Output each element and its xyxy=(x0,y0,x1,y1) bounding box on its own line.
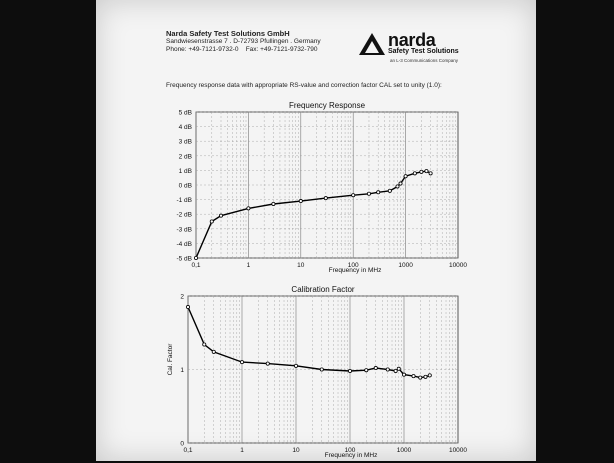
data-point xyxy=(294,364,297,367)
data-point xyxy=(240,361,243,364)
narda-logo xyxy=(358,30,478,66)
plot-frame xyxy=(196,112,458,258)
data-point xyxy=(399,182,402,185)
data-point xyxy=(429,172,432,175)
x-tick-label: 100 xyxy=(347,262,359,269)
logo-sub: an L-3 Communications Company xyxy=(390,58,459,63)
data-point xyxy=(367,192,370,195)
data-point xyxy=(348,369,351,372)
company-fax: Fax: +49-7121-9732-790 xyxy=(245,46,318,53)
data-point xyxy=(324,197,327,200)
intro-text: Frequency response data with appropriate RS-value and correction factor CAL set to unity (1.0): xyxy=(166,82,442,89)
data-point xyxy=(420,170,423,173)
company-address: Sandwiesenstrasse 7 . D-72793 Pfullingen . Germany xyxy=(166,38,321,45)
y-tick-label: 0 dB xyxy=(178,182,192,190)
data-point xyxy=(425,170,428,173)
y-tick-label: 0 xyxy=(180,440,184,448)
data-point xyxy=(212,350,215,353)
y-tick-label: 1 dB xyxy=(178,167,192,175)
data-point xyxy=(219,214,222,217)
company-contact xyxy=(166,46,321,54)
chart-title: Frequency Response xyxy=(288,101,366,110)
data-point xyxy=(299,199,302,202)
y-tick-label: -5 dB xyxy=(176,255,192,263)
data-point xyxy=(374,366,377,369)
y-tick-label: 3 dB xyxy=(178,138,192,146)
data-point xyxy=(396,185,399,188)
data-point xyxy=(365,369,368,372)
company-phone: Phone: +49-7121-9732-0 xyxy=(166,46,239,53)
x-axis-label: Frequency in MHz xyxy=(328,267,382,274)
data-point xyxy=(397,367,400,370)
data-point xyxy=(377,191,380,194)
data-point xyxy=(419,376,422,379)
series-line xyxy=(196,171,431,258)
company-header xyxy=(166,30,321,54)
data-point xyxy=(412,375,415,378)
x-tick-label: 1 xyxy=(240,447,244,454)
y-tick-label: 5 dB xyxy=(178,109,192,117)
y-tick-label: -3 dB xyxy=(176,226,192,234)
grid-lines xyxy=(196,112,458,258)
data-point xyxy=(186,305,189,308)
y-tick-label: 1 xyxy=(180,367,184,374)
y-tick-label: -4 dB xyxy=(176,240,192,248)
x-tick-label: 10000 xyxy=(448,447,468,454)
data-point xyxy=(320,368,323,371)
x-tick-label: 10000 xyxy=(448,262,468,269)
data-point xyxy=(272,202,275,205)
x-tick-label: 1 xyxy=(246,262,251,269)
y-tick-label: 2 dB xyxy=(178,153,192,161)
frequency-response-chart xyxy=(96,98,536,278)
data-point xyxy=(413,172,416,175)
chart-title: Calibration Factor xyxy=(291,285,355,294)
logo-tagline: Safety Test Solutions xyxy=(388,48,459,55)
x-axis-label: Frequency in MHz xyxy=(324,452,378,459)
y-tick-label: 4 dB xyxy=(178,124,192,132)
y-axis-label: Cal. Factor xyxy=(167,343,174,376)
data-point xyxy=(402,373,405,376)
data-point xyxy=(352,194,355,197)
x-tick-label: 10 xyxy=(297,262,305,269)
data-point xyxy=(210,220,213,223)
x-tick-label: 1000 xyxy=(398,262,413,269)
y-tick-label: -1 dB xyxy=(176,197,192,205)
data-point xyxy=(388,189,391,192)
document-page xyxy=(96,0,536,461)
company-name: Narda Safety Test Solutions GmbH xyxy=(166,29,290,38)
y-tick-label: -2 dB xyxy=(176,211,192,219)
x-tick-label: 0,1 xyxy=(191,262,201,269)
x-tick-label: 0,1 xyxy=(183,447,193,454)
x-tick-label: 1000 xyxy=(396,447,412,454)
data-point xyxy=(266,362,269,365)
calibration-factor-chart xyxy=(96,283,536,463)
x-tick-label: 10 xyxy=(292,447,300,454)
data-point xyxy=(203,343,206,346)
data-point xyxy=(386,368,389,371)
logo-triangle-icon xyxy=(358,32,386,56)
data-point xyxy=(424,375,427,378)
data-point xyxy=(394,369,397,372)
data-point xyxy=(404,175,407,178)
y-tick-label: 2 xyxy=(180,293,184,301)
logo-word: narda xyxy=(388,30,436,50)
x-tick-label: 100 xyxy=(344,447,356,454)
data-point xyxy=(428,374,431,377)
data-point xyxy=(194,256,197,259)
series-line xyxy=(188,307,430,378)
data-point xyxy=(247,207,250,210)
